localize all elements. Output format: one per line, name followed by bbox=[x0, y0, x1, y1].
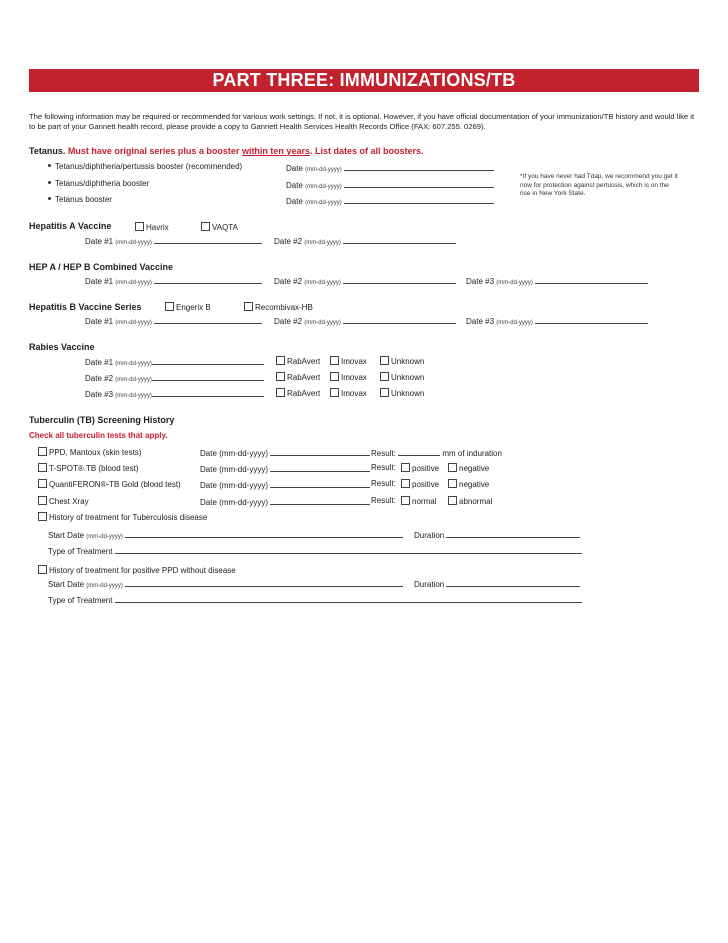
tb-quantiferon-date[interactable]: Date (mm-dd-yyyy) bbox=[200, 479, 370, 490]
hepab-date2[interactable]: Date #2 (mm-dd-yyyy) bbox=[274, 275, 456, 286]
hepa-date2[interactable]: Date #2 (mm-dd-yyyy) bbox=[274, 235, 456, 246]
rabies-3-unknown[interactable]: Unknown bbox=[380, 388, 424, 398]
tdap-note: *If you have never had Tdap, we recommend you get it now for protection against pertussis, which is on the rise in New York State. bbox=[520, 173, 678, 197]
tb-ppd-result[interactable]: Result: mm of induration bbox=[371, 449, 502, 458]
hepb-option-recombivax[interactable]: Recombivax-HB bbox=[244, 302, 313, 312]
rabies-title: Rabies Vaccine bbox=[29, 342, 95, 352]
rabies-2-imovax[interactable]: Imovax bbox=[330, 372, 367, 382]
tetanus-item-tdap: Tetanus/diphtheria/pertussis booster (recommended) bbox=[48, 162, 242, 171]
section-banner: PART THREE: IMMUNIZATIONS/TB bbox=[29, 69, 699, 92]
tb-xray-abnormal[interactable]: abnormal bbox=[448, 496, 492, 506]
rabies-1-unknown[interactable]: Unknown bbox=[380, 356, 424, 366]
hepb-date1[interactable]: Date #1 (mm-dd-yyyy) bbox=[85, 315, 262, 326]
tb-xray-result-label: Result: bbox=[371, 496, 396, 505]
rabies-1-imovax[interactable]: Imovax bbox=[330, 356, 367, 366]
tb-history-ppd-start[interactable]: Start Date (mm-dd-yyyy) bbox=[48, 578, 403, 589]
tb-history-disease-start[interactable]: Start Date (mm-dd-yyyy) bbox=[48, 529, 403, 540]
tetanus-item-tetanus: Tetanus booster bbox=[48, 195, 112, 204]
tetanus-date-tetanus[interactable]: Date (mm-dd-yyyy) bbox=[286, 195, 494, 206]
hepab-date3[interactable]: Date #3 (mm-dd-yyyy) bbox=[466, 275, 648, 286]
tb-history-disease-duration[interactable]: Duration bbox=[414, 529, 580, 540]
hepb-title: Hepatitis B Vaccine Series bbox=[29, 302, 142, 312]
tetanus-date-tdap[interactable]: Date (mm-dd-yyyy) bbox=[286, 162, 494, 173]
tb-history-ppd-type[interactable]: Type of Treatment bbox=[48, 594, 582, 605]
tb-subtitle: Check all tuberculin tests that apply. bbox=[29, 431, 168, 440]
tb-test-tspot[interactable]: T-SPOT®.TB (blood test) bbox=[38, 463, 138, 473]
tb-history-disease-type[interactable]: Type of Treatment bbox=[48, 545, 582, 556]
hepa-date1[interactable]: Date #1 (mm-dd-yyyy) bbox=[85, 235, 262, 246]
rabies-date3[interactable]: Date #3 (mm-dd-yyyy) bbox=[85, 388, 264, 399]
hepa-option-vaqta[interactable]: VAQTA bbox=[201, 222, 238, 232]
tetanus-item-td: Tetanus/diphtheria booster bbox=[48, 179, 149, 188]
tb-quantiferon-positive[interactable]: positive bbox=[401, 479, 439, 489]
tb-tspot-negative[interactable]: negative bbox=[448, 463, 489, 473]
tb-test-quantiferon[interactable]: QuantiFERON®-TB Gold (blood test) bbox=[38, 479, 181, 489]
tb-title: Tuberculin (TB) Screening History bbox=[29, 415, 175, 425]
tb-tspot-result-label: Result: bbox=[371, 463, 396, 472]
rabies-2-unknown[interactable]: Unknown bbox=[380, 372, 424, 382]
tb-xray-date[interactable]: Date (mm-dd-yyyy) bbox=[200, 496, 370, 507]
tb-quantiferon-negative[interactable]: negative bbox=[448, 479, 489, 489]
intro-text: The following information may be required or recommended for various work settings. If not, it is optional. However, if you have official documentation of your immunization/TB history and would like it to be part of your Gannett health record, please provide a copy to Gannett Health Services Health Records Office (FAX: 607.255. 0269). bbox=[29, 112, 695, 131]
tb-history-ppd[interactable]: History of treatment for positive PPD without disease bbox=[38, 565, 236, 575]
tetanus-date-td[interactable]: Date (mm-dd-yyyy) bbox=[286, 179, 494, 190]
tb-tspot-positive[interactable]: positive bbox=[401, 463, 439, 473]
hepb-date3[interactable]: Date #3 (mm-dd-yyyy) bbox=[466, 315, 648, 326]
rabies-3-rabavert[interactable]: RabAvert bbox=[276, 388, 320, 398]
tb-history-disease[interactable]: History of treatment for Tuberculosis disease bbox=[38, 512, 207, 522]
rabies-2-rabavert[interactable]: RabAvert bbox=[276, 372, 320, 382]
hepb-date2[interactable]: Date #2 (mm-dd-yyyy) bbox=[274, 315, 456, 326]
tb-test-xray[interactable]: Chest Xray bbox=[38, 496, 89, 506]
tetanus-heading: Tetanus. Must have original series plus a booster within ten years. List dates of all boosters. bbox=[29, 146, 424, 156]
rabies-1-rabavert[interactable]: RabAvert bbox=[276, 356, 320, 366]
hepa-title: Hepatitis A Vaccine bbox=[29, 221, 112, 231]
rabies-date1[interactable]: Date #1 (mm-dd-yyyy) bbox=[85, 356, 264, 367]
hepb-option-engerix[interactable]: Engerix B bbox=[165, 302, 211, 312]
tb-tspot-date[interactable]: Date (mm-dd-yyyy) bbox=[200, 463, 370, 474]
rabies-date2[interactable]: Date #2 (mm-dd-yyyy) bbox=[85, 372, 264, 383]
tb-history-ppd-duration[interactable]: Duration bbox=[414, 578, 580, 589]
tb-quantiferon-result-label: Result: bbox=[371, 479, 396, 488]
hepab-title: HEP A / HEP B Combined Vaccine bbox=[29, 262, 174, 272]
tb-ppd-date[interactable]: Date (mm-dd-yyyy) bbox=[200, 447, 370, 458]
hepa-option-havrix[interactable]: Havrix bbox=[135, 222, 169, 232]
tb-test-ppd[interactable]: PPD, Mantoux (skin tests) bbox=[38, 447, 141, 457]
rabies-3-imovax[interactable]: Imovax bbox=[330, 388, 367, 398]
tb-xray-normal[interactable]: normal bbox=[401, 496, 436, 506]
hepab-date1[interactable]: Date #1 (mm-dd-yyyy) bbox=[85, 275, 262, 286]
